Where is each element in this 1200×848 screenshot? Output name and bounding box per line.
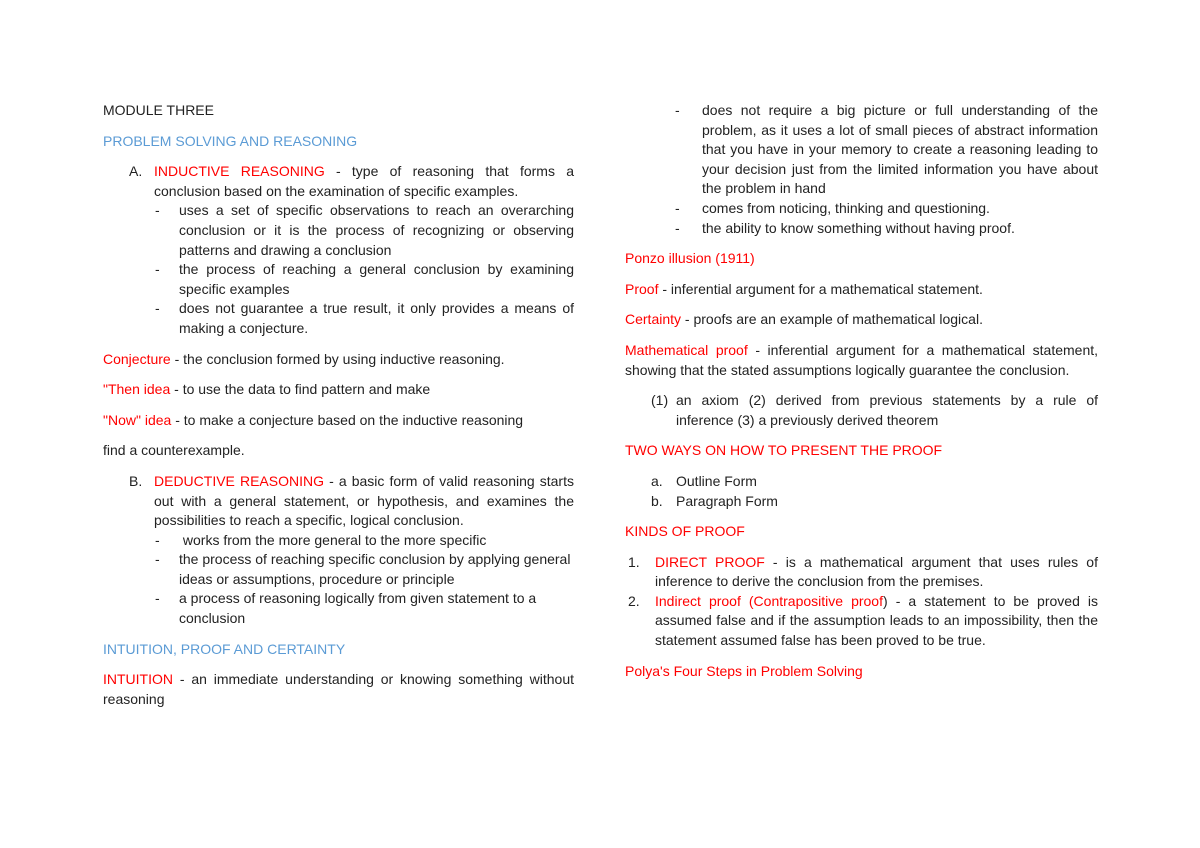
inductive-sep: -	[324, 163, 352, 180]
list-item: - the process of reaching a general conclusion by examining specific examples	[155, 261, 574, 297]
list-item: - the ability to know something without having proof.	[675, 219, 1015, 236]
conjecture-line: Conjecture - the conclusion formed by using inductive reasoning.	[103, 350, 505, 367]
intuition-line: INTUITION - an immediate understanding or knowing something without reasoning	[103, 671, 574, 707]
list-item: - does not guarantee a true result, it only provides a means of making a conjecture.	[155, 300, 574, 336]
polya-heading: Polya's Four Steps in Problem Solving	[625, 662, 863, 679]
kinds-heading: KINDS OF PROOF	[625, 523, 745, 540]
section-title: PROBLEM SOLVING AND REASONING	[103, 132, 358, 149]
list-item: - does not require a big picture or full understanding of the problem, as it uses a lot of small pieces of abstract information that you have in your memory to create a reasoning leading to your decision just from the limited information you have about the problem in hand	[675, 102, 1098, 197]
forms-list	[625, 472, 1098, 511]
list-item: a. Outline Form	[651, 472, 757, 489]
inductive-term: INDUCTIVE REASONING	[154, 163, 325, 180]
list-item: 2. Indirect proof (Contrapositive proof) - a statement to be proved is assumed false and if the assumption leads to an impossibility, then the statement assumed false has been proved to be true.	[628, 592, 1098, 649]
item-a-label: A.	[129, 163, 143, 180]
deductive-sep: -	[324, 472, 339, 489]
right-column	[625, 101, 1098, 681]
inductive-bullets	[103, 201, 574, 338]
list-item: - works from the more general to the more specific	[155, 531, 487, 548]
two-ways-heading: TWO WAYS ON HOW TO PRESENT THE PROOF	[625, 442, 943, 459]
deductive-definition: a basic form of valid reasoning starts out with a general statement, or hypothesis, and examines the possibilities to reach a specific, logical conclusion.	[154, 472, 574, 529]
inductive-definition: type of reasoning that forms a conclusion based on the examination of specific examples.	[154, 163, 574, 199]
list-item: 1. DIRECT PROOF - is a mathematical argument that uses rules of inference to derive the conclusion from the premises.	[628, 553, 1098, 590]
then-idea-line: "Then idea - to use the data to find pattern and make	[103, 381, 431, 398]
deductive-term: DEDUCTIVE REASONING	[154, 472, 324, 489]
left-column	[103, 101, 574, 709]
deductive-item	[103, 472, 574, 531]
intuition-bullets	[625, 101, 1098, 238]
certainty-line: Certainty - proofs are an example of mathematical logical.	[625, 311, 983, 328]
module-title: MODULE THREE	[103, 102, 214, 118]
ponzo-heading: Ponzo illusion (1911)	[625, 250, 755, 267]
kinds-list	[625, 553, 1098, 651]
math-proof-line: Mathematical proof - inferential argument for a mathematical statement, showing that the stated assumptions logically guarantee the conclusion.	[625, 341, 1099, 378]
inductive-item	[103, 162, 574, 201]
axiom-item: (1) an axiom (2) derived from previous statements by a rule of inference (3) a previously derived theorem	[651, 392, 1098, 428]
counterexample-line: find a counterexample.	[103, 442, 245, 459]
item-b-label: B.	[129, 472, 143, 489]
list-item: - the process of reaching specific conclusion by applying general ideas or assumptions, procedure or principle	[155, 551, 571, 587]
list-item: - a process of reasoning logically from given statement to a conclusion	[155, 590, 537, 627]
list-item: b. Paragraph Form	[651, 492, 778, 509]
list-item: - uses a set of specific observations to reach an overarching conclusion or it is the process of recognizing or observing patterns and drawing a conclusion	[155, 202, 574, 258]
list-item: - comes from noticing, thinking and questioning.	[675, 199, 990, 216]
now-idea-line: "Now" idea - to make a conjecture based on the inductive reasoning	[103, 411, 524, 428]
intuition-heading: INTUITION, PROOF AND CERTAINTY	[103, 640, 346, 657]
deductive-bullets	[103, 531, 574, 629]
proof-line: Proof - inferential argument for a mathematical statement.	[625, 280, 983, 297]
